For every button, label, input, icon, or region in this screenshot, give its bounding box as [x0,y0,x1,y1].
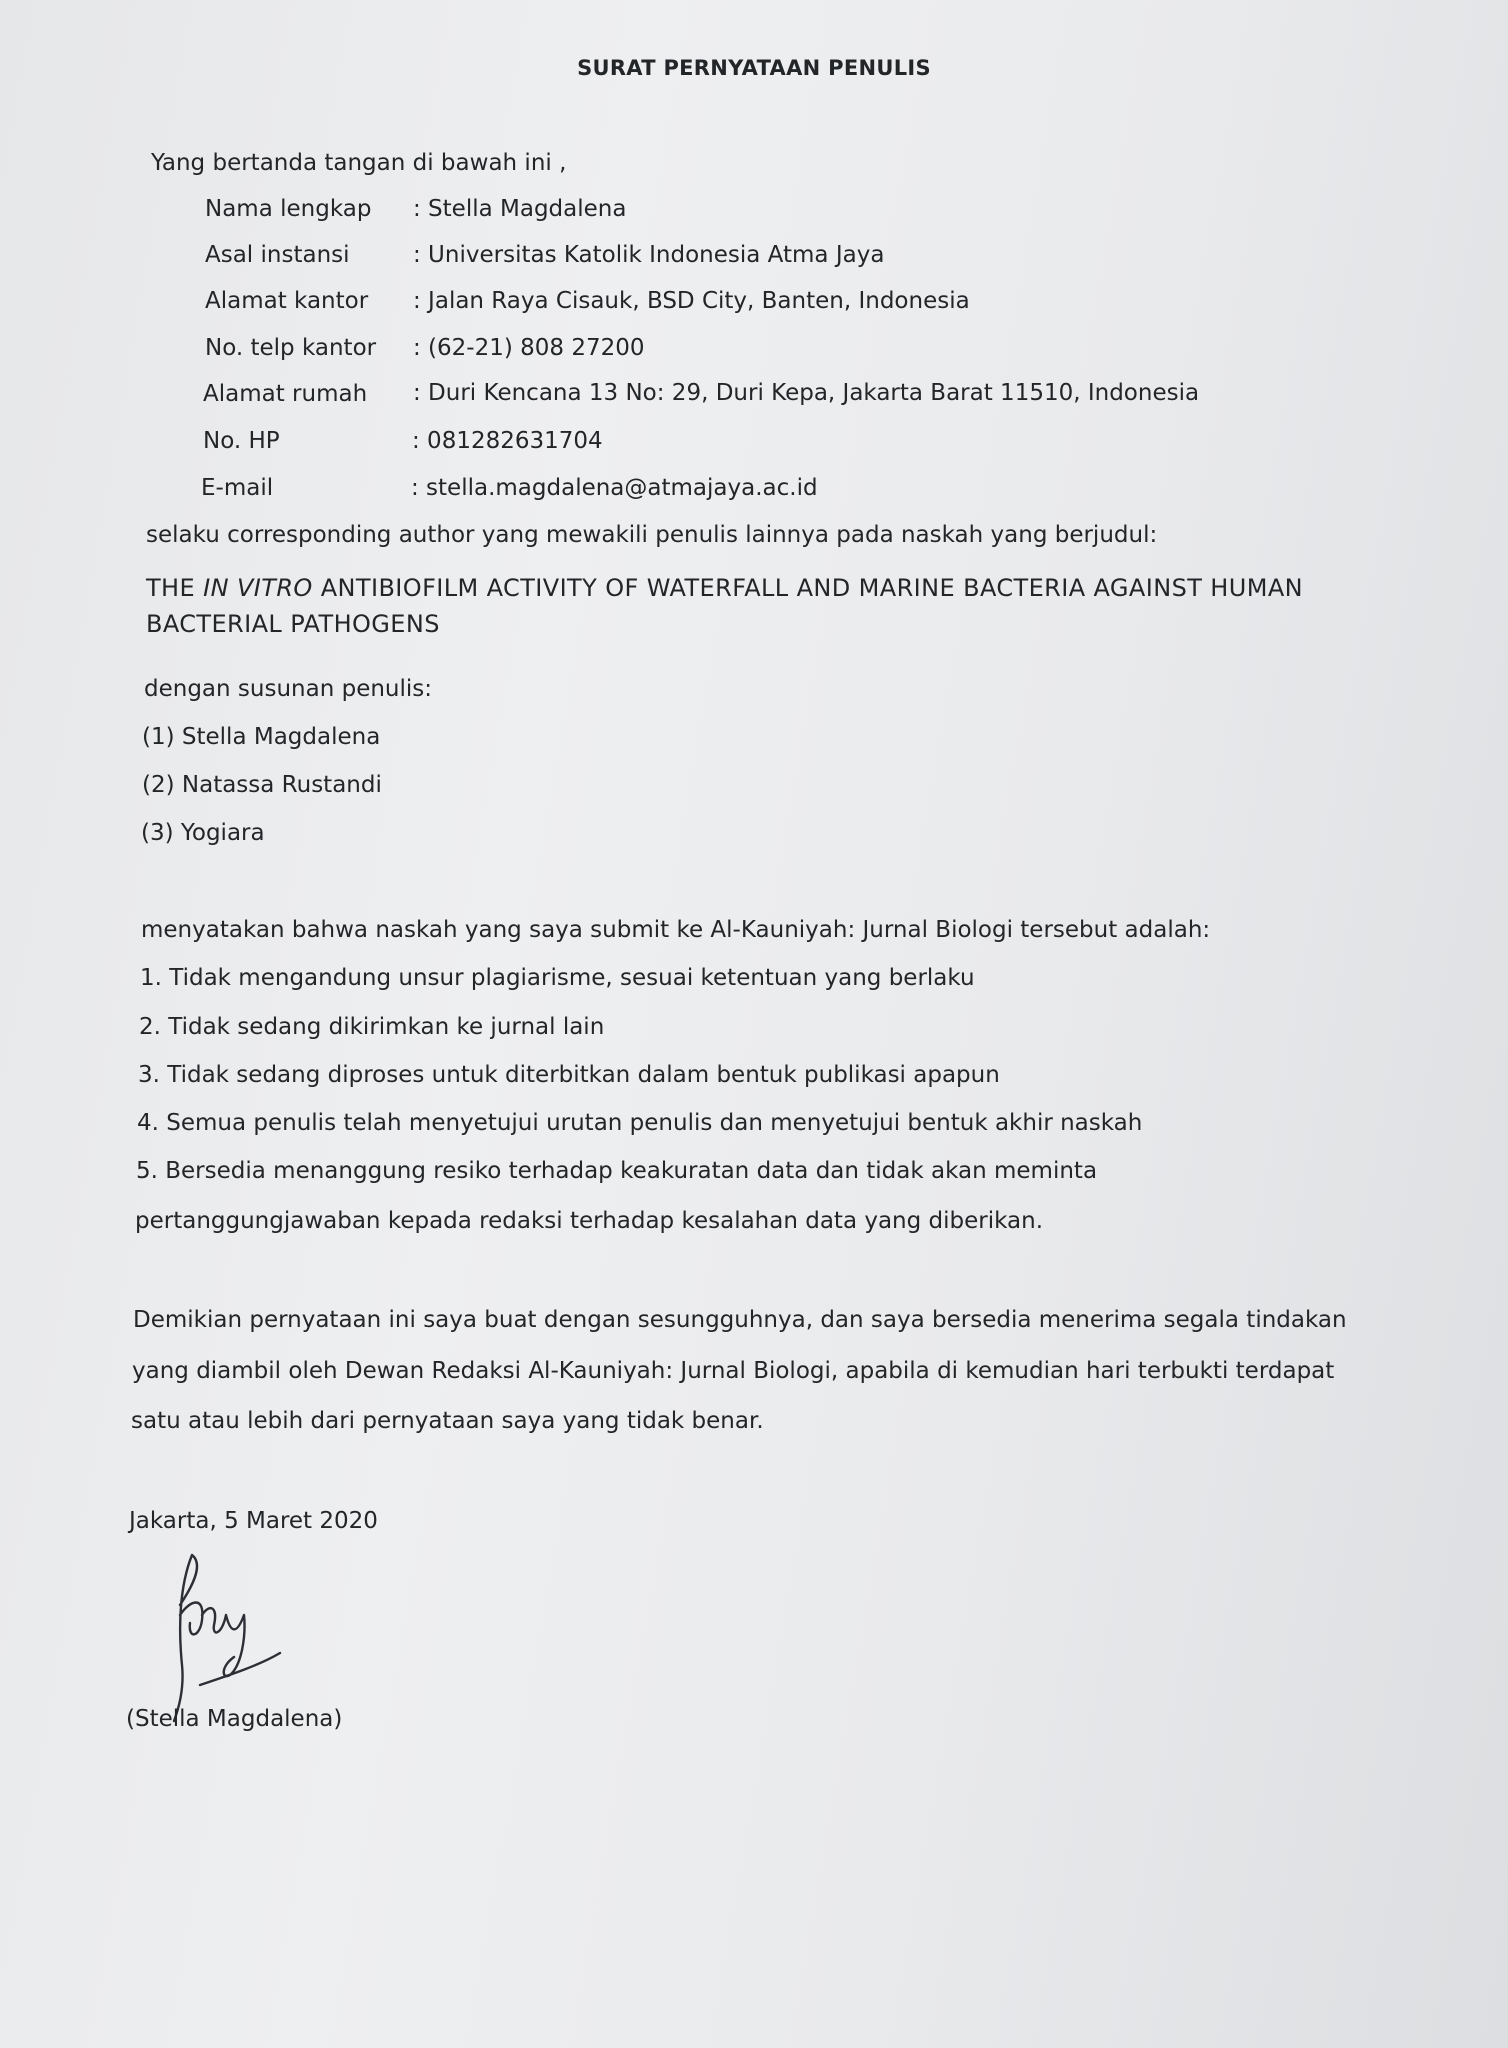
authors-intro: dengan susunan penulis: [144,676,433,702]
statement-item-5-continued: pertanggungjawaban kepada redaksi terhadap kesalahan data yang diberikan. [135,1208,1044,1234]
field-value-hp: : 081282631704 [412,428,603,454]
signature-name: (Stella Magdalena) [126,1706,343,1732]
statement-intro: menyatakan bahwa naskah yang saya submit ke Al-Kauniyah: Jurnal Biologi tersebut adalah: [141,917,1211,943]
field-label-hp: No. HP [203,428,280,454]
statement-item-1: 1. Tidak mengandung unsur plagiarisme, sesuai ketentuan yang berlaku [140,965,975,991]
field-value-rumah: : Duri Kencana 13 No: 29, Duri Kepa, Jakarta Barat 11510, Indonesia [413,380,1200,406]
field-label-nama: Nama lengkap [205,196,372,222]
closing-line-2: yang diambil oleh Dewan Redaksi Al-Kauniyah: Jurnal Biologi, apabila di kemudian hari terbukti terdapat [132,1358,1335,1384]
statement-item-5: 5. Bersedia menanggung resiko terhadap keakuratan data dan tidak akan meminta [136,1158,1098,1184]
field-value-instansi: : Universitas Katolik Indonesia Atma Jaya [413,242,885,268]
field-value-kantor: : Jalan Raya Cisauk, BSD City, Banten, Indonesia [413,288,970,314]
author-item-2: (2) Natassa Rustandi [142,772,382,798]
field-value-nama: : Stella Magdalena [413,196,627,222]
field-label-rumah: Alamat rumah [203,381,368,407]
paper-title-rest: ANTIBIOFILM ACTIVITY OF WATERFALL AND MARINE BACTERIA AGAINST HUMAN BACTERIAL PATHOGENS [146,574,1303,638]
paper-title-italic: IN VITRO [203,574,313,602]
paper-title-prefix: THE [146,574,204,602]
corresponding-line: selaku corresponding author yang mewakili penulis lainnya pada naskah yang berjudul: [146,522,1158,548]
intro-line: Yang bertanda tangan di bawah ini , [151,150,567,176]
paper-title [146,570,1336,642]
field-label-email: E-mail [201,475,274,501]
field-value-email: : stella.magdalena@atmajaya.ac.id [411,475,818,501]
page-title: SURAT PERNYATAAN PENULIS [577,56,931,80]
field-label-kantor: Alamat kantor [205,288,369,314]
statement-item-3: 3. Tidak sedang diproses untuk diterbitkan dalam bentuk publikasi apapun [138,1062,1000,1088]
closing-line-3: satu atau lebih dari pernyataan saya yang tidak benar. [131,1408,764,1434]
statement-item-4: 4. Semua penulis telah menyetujui urutan penulis dan menyetujui bentuk akhir naskah [137,1110,1143,1136]
statement-item-2: 2. Tidak sedang dikirimkan ke jurnal lain [139,1014,605,1040]
author-item-1: (1) Stella Magdalena [142,724,381,750]
place-date: Jakarta, 5 Maret 2020 [129,1508,378,1534]
field-label-instansi: Asal instansi [205,242,350,268]
author-item-3: (3) Yogiara [141,820,265,846]
field-label-telp: No. telp kantor [205,335,377,361]
field-value-telp: : (62-21) 808 27200 [413,335,645,361]
closing-line-1: Demikian pernyataan ini saya buat dengan sesungguhnya, dan saya bersedia menerima segala tindakan [133,1307,1347,1333]
